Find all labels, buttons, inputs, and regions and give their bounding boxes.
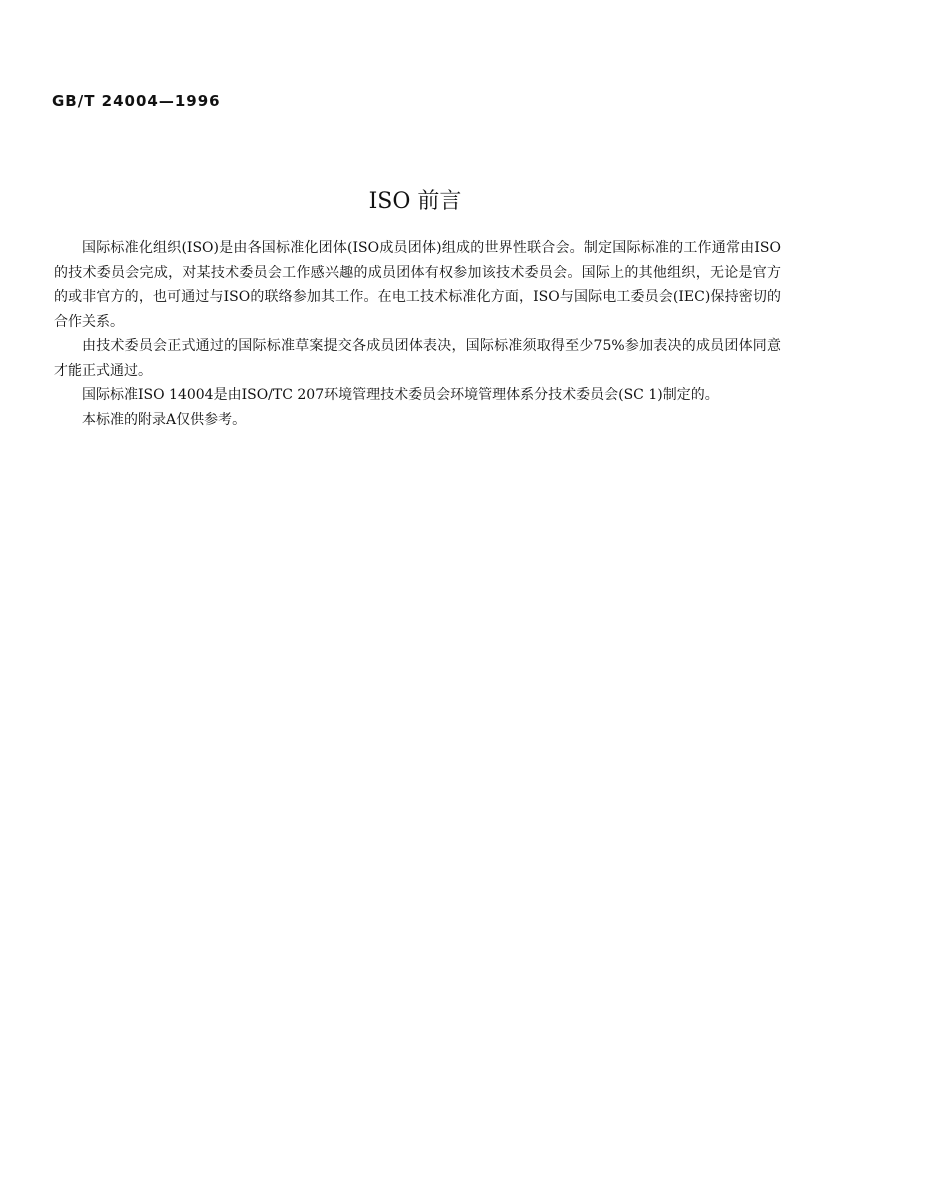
paragraph-iso-intro: 国际标准化组织(ISO)是由各国标准化团体(ISO成员团体)组成的世界性联合会。制定国际标准的工作通常由ISO的技术委员会完成，对某技术委员会工作感兴趣的成员团体有权参加该技术委员会。国际上的其他组织，无论是官方的或非官方的，也可通过与ISO的联络参加其工作。在电工技术标准化方面，ISO与国际电工委员会(IEC)保持密切的合作关系。 xyxy=(54,240,781,330)
paragraph-voting: 由技术委员会正式通过的国际标准草案提交各成员团体表决，国际标准须取得至少75%参加表决的成员团体同意才能正式通过。 xyxy=(54,338,781,379)
paragraph-annex-note: 本标准的附录A仅供参考。 xyxy=(82,411,247,428)
page-title: ISO 前言 xyxy=(368,189,462,214)
document-body xyxy=(54,236,781,432)
paragraph-prepared-by: 国际标准ISO 14004是由ISO/TC 207环境管理技术委员会环境管理体系分技术委员会(SC 1)制定的。 xyxy=(82,387,719,403)
standard-number: GB/T 24004—1996 xyxy=(52,92,221,110)
